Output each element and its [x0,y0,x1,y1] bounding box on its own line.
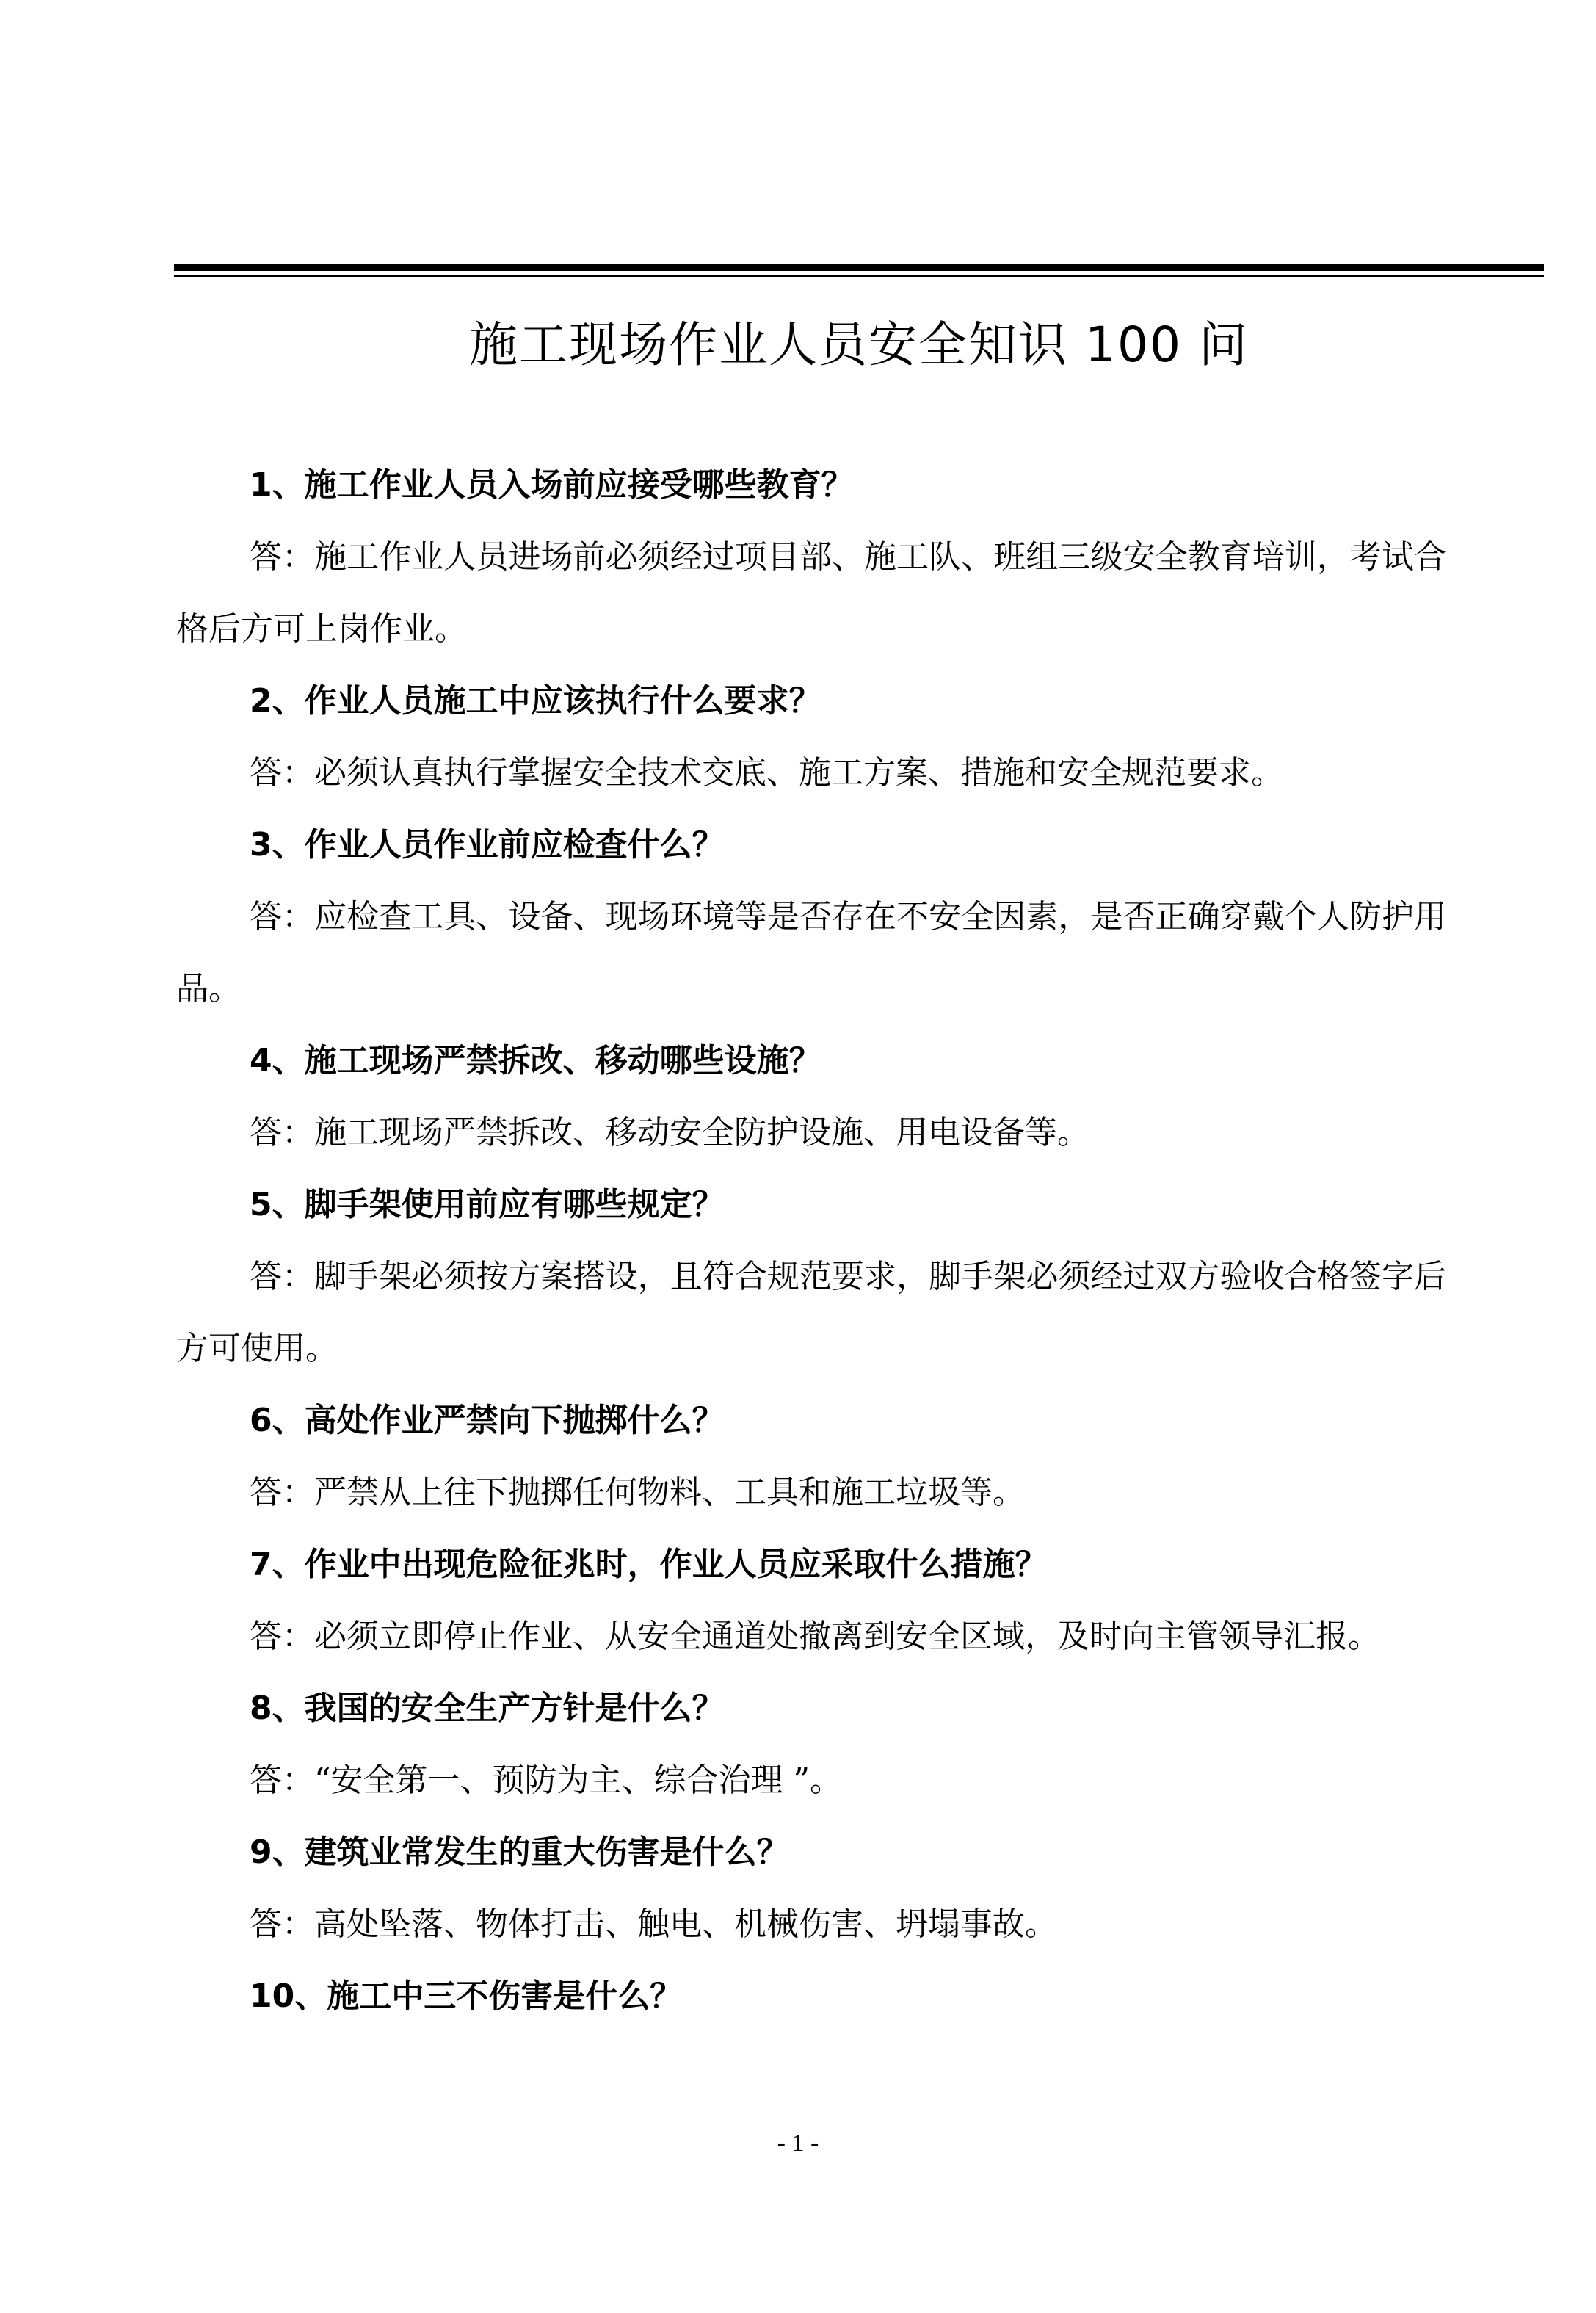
question-6: 6、高处作业严禁向下抛掷什么？ [250,1402,725,1439]
answer-9: 答：高处坠落、物体打击、触电、机械伤害、坍塌事故。 [250,1905,1057,1943]
page-number: - 1 - [777,2129,819,2157]
answer-1: 答：施工作业人员进场前必须经过项目部、施工队、班组三级安全教育培训，考试合格后方可上岗作业。 [176,538,1446,648]
question-7: 7、作业中出现危险征兆时，作业人员应采取什么措施？ [250,1546,1048,1583]
answer-5: 答：脚手架必须按方案搭设，且符合规范要求，脚手架必须经过双方验收合格签字后方可使用。 [176,1258,1446,1367]
document-title: 施工现场作业人员安全知识 100 问 [469,316,1249,373]
answer-2: 答：必须认真执行掌握安全技术交底、施工方案、措施和安全规范要求。 [250,754,1283,792]
question-5: 5、脚手架使用前应有哪些规定？ [250,1186,725,1223]
header-rule-thin [174,275,1544,277]
qa-list [176,449,1446,2033]
answer-7: 答：必须立即停止作业、从安全通道处撤离到安全区域，及时向主管领导汇报。 [250,1618,1380,1655]
answer-6: 答：严禁从上往下抛掷任何物料、工具和施工垃圾等。 [250,1474,1025,1511]
question-2: 2、作业人员施工中应该执行什么要求？ [250,682,821,720]
question-8: 8、我国的安全生产方针是什么？ [250,1690,725,1727]
question-3: 3、作业人员作业前应检查什么？ [250,826,725,864]
answer-4: 答：施工现场严禁拆改、移动安全防护设施、用电设备等。 [250,1114,1089,1151]
question-1: 1、施工作业人员入场前应接受哪些教育？ [250,466,854,504]
answer-8: 答：“安全第一、预防为主、综合治理 ”。 [250,1762,842,1799]
answer-3: 答：应检查工具、设备、现场环境等是否存在不安全因素，是否正确穿戴个人防护用品。 [176,898,1446,1007]
header-rule-thick [174,264,1544,271]
question-10: 10、施工中三不伤害是什么？ [250,1977,683,2015]
question-4: 4、施工现场严禁拆改、移动哪些设施？ [250,1042,821,1079]
question-9: 9、建筑业常发生的重大伤害是什么？ [250,1834,789,1871]
